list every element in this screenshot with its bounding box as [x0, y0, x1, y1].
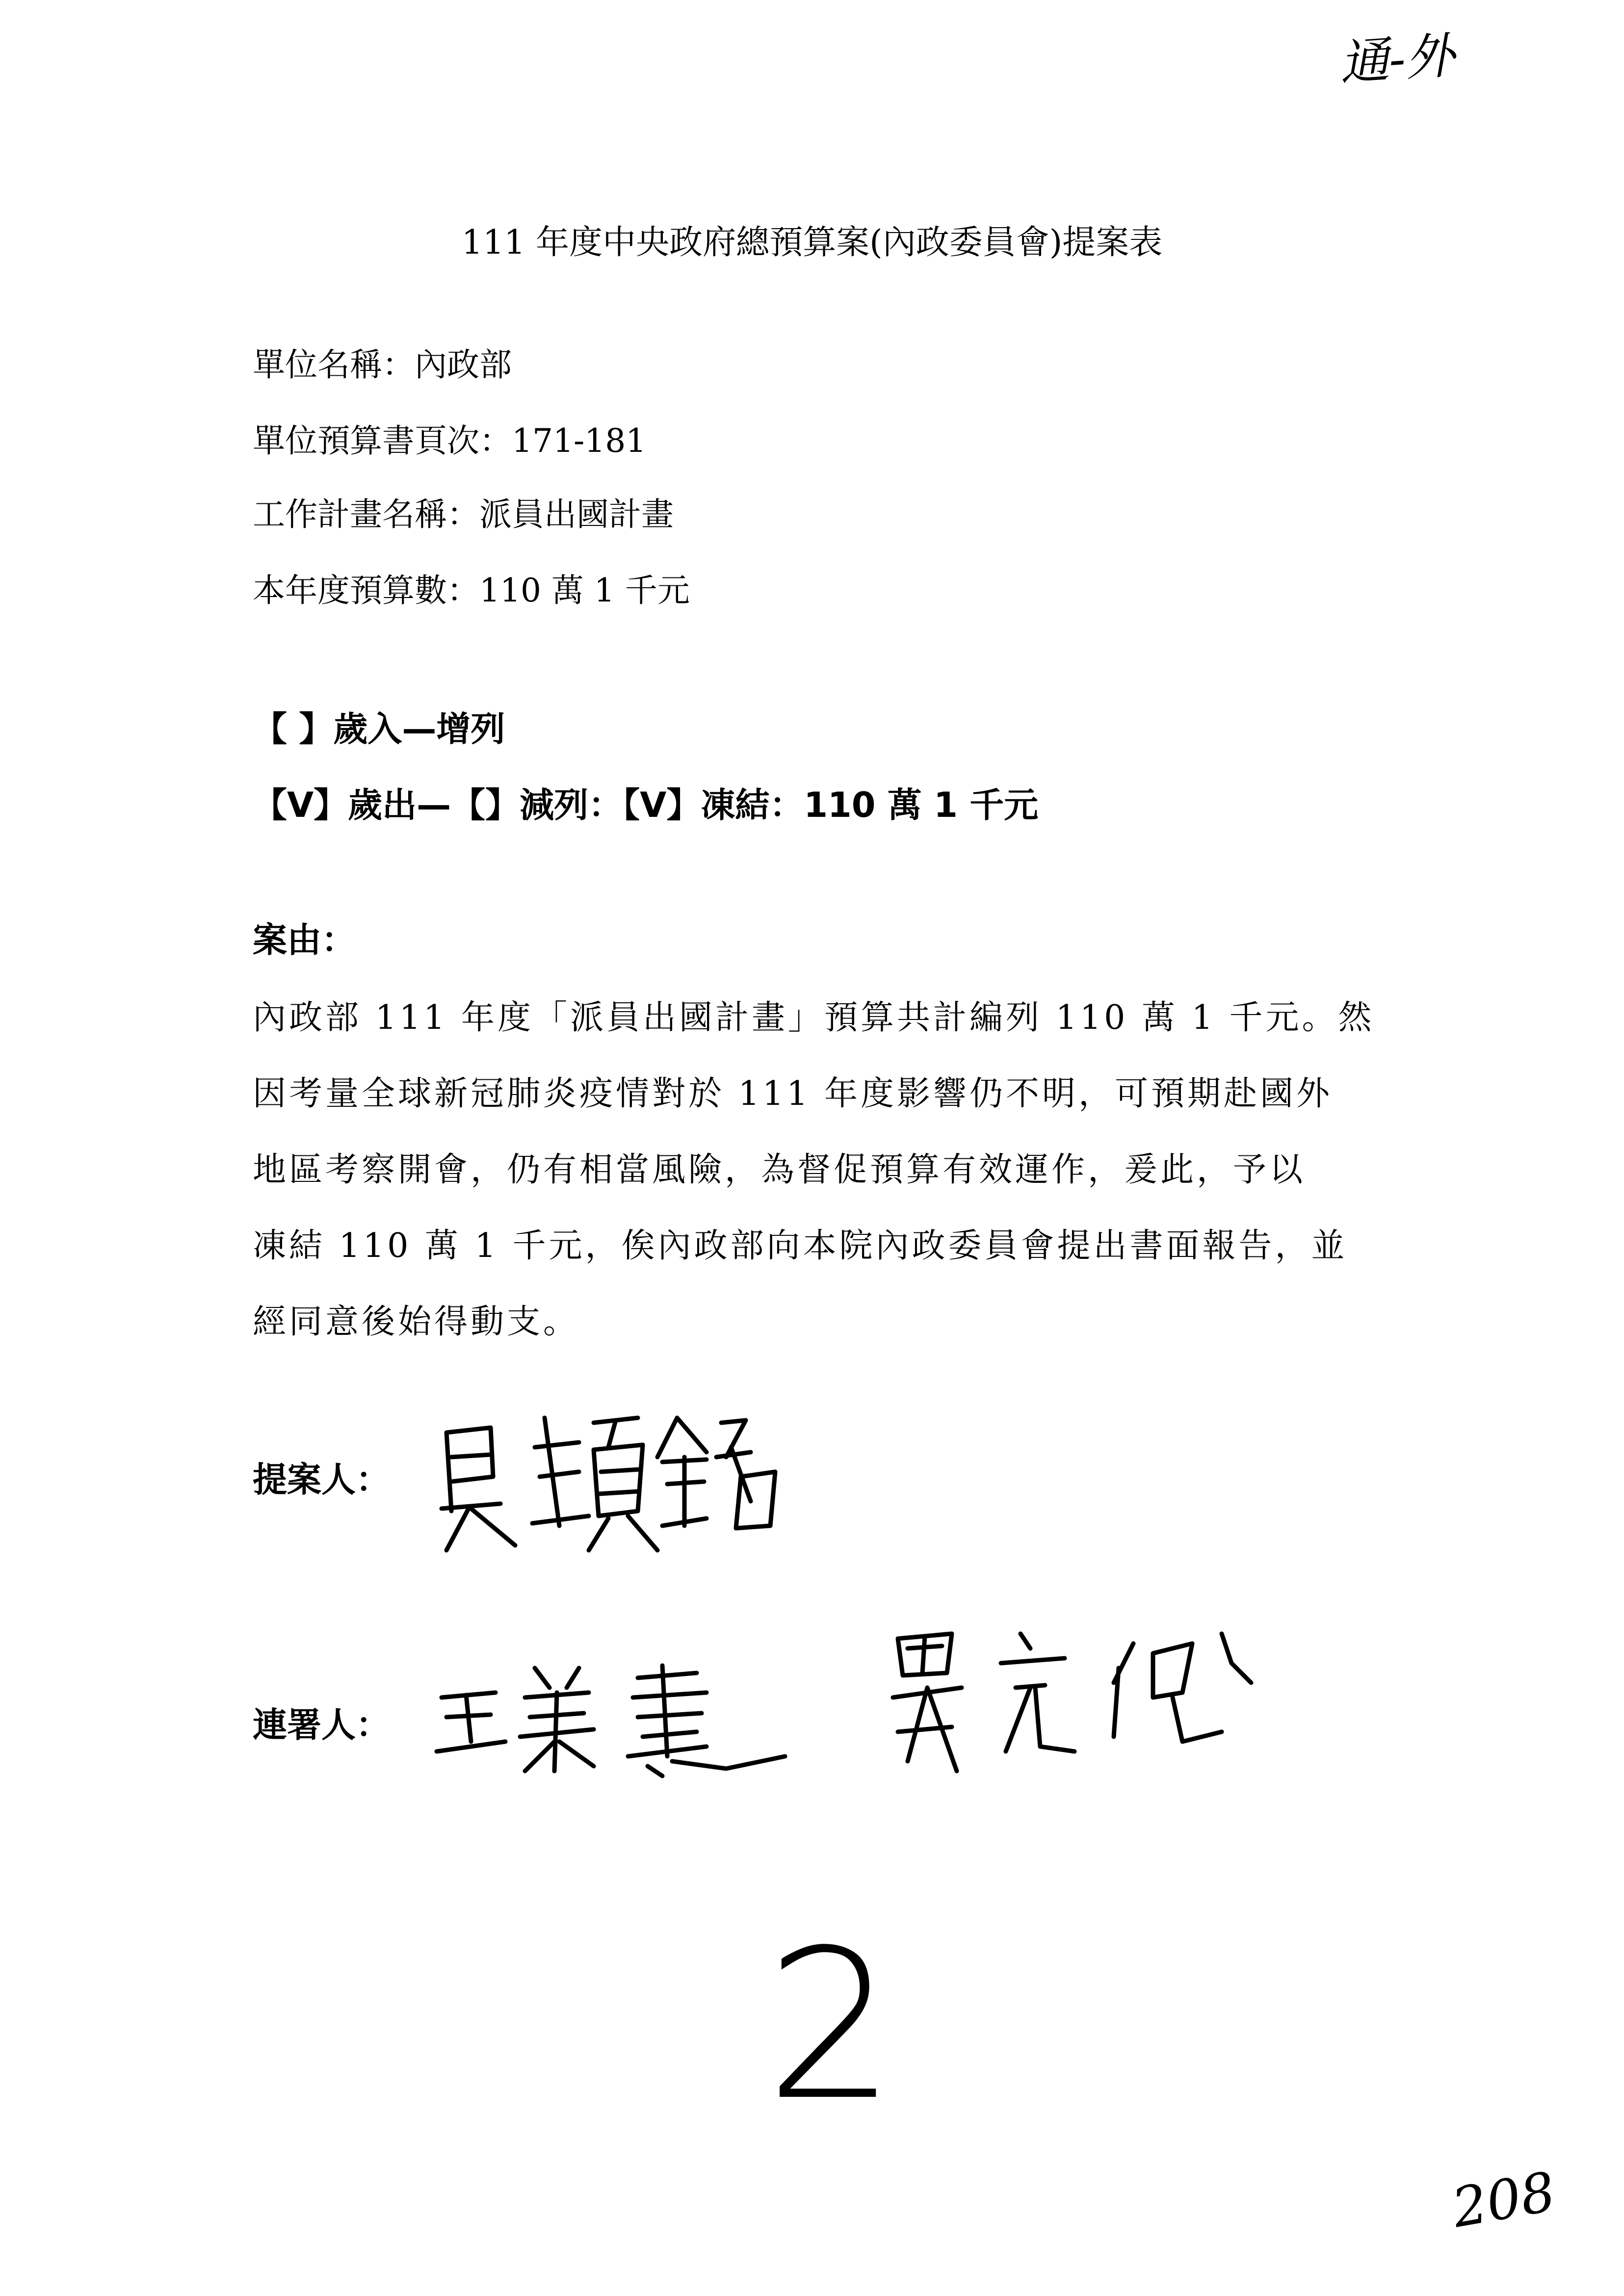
reason-line: 經同意後始得動支。	[253, 1303, 580, 1341]
field-label: 單位名稱：	[253, 346, 415, 384]
reason-line: 地區考察開會，仍有相當風險，為督促預算有效運作，爰此，予以	[253, 1150, 1306, 1189]
field-label: 本年度預算數：	[253, 572, 479, 609]
reason-heading: 案由：	[253, 920, 356, 960]
field-label: 工作計畫名稱：	[253, 496, 479, 533]
reason-line: 凍結 110 萬 1 千元，俟內政部向本院內政委員會提出書面報告，並	[253, 1226, 1348, 1265]
cosigner-signature-2	[878, 1614, 1281, 1791]
field-value: 派員出國計畫	[479, 496, 674, 533]
handwritten-number: 2	[765, 1906, 897, 2146]
revenue-increase-line: 【 】歲入—增列	[253, 709, 505, 749]
corner-handwritten-note: 通-外	[1337, 26, 1457, 92]
field-value: 110 萬 1 千元	[479, 572, 690, 609]
reason-line: 內政部 111 年度「派員出國計畫」預算共計編列 110 萬 1 千元。然	[253, 998, 1375, 1037]
field-budget-pages	[253, 415, 646, 461]
proposer-signature	[432, 1403, 805, 1560]
field-value: 171-181	[512, 422, 647, 460]
page-number: 208	[1447, 2160, 1560, 2240]
cosigner-signature-1	[432, 1658, 805, 1786]
field-label: 單位預算書頁次：	[253, 422, 512, 460]
proposer-label: 提案人：	[253, 1460, 390, 1500]
field-work-plan	[253, 488, 674, 535]
field-value: 內政部	[415, 346, 512, 384]
expenditure-freeze-line: 【V】歲出—【】減列：【V】凍結：110 萬 1 千元	[253, 785, 1039, 825]
page-title: 111 年度中央政府總預算案(內政委員會)提案表	[461, 223, 1163, 262]
field-budget-amount	[253, 564, 690, 611]
cosigner-label: 連署人：	[253, 1705, 390, 1745]
field-unit-name	[253, 339, 512, 385]
reason-line: 因考量全球新冠肺炎疫情對於 111 年度影響仍不明，可預期赴國外	[253, 1074, 1333, 1113]
